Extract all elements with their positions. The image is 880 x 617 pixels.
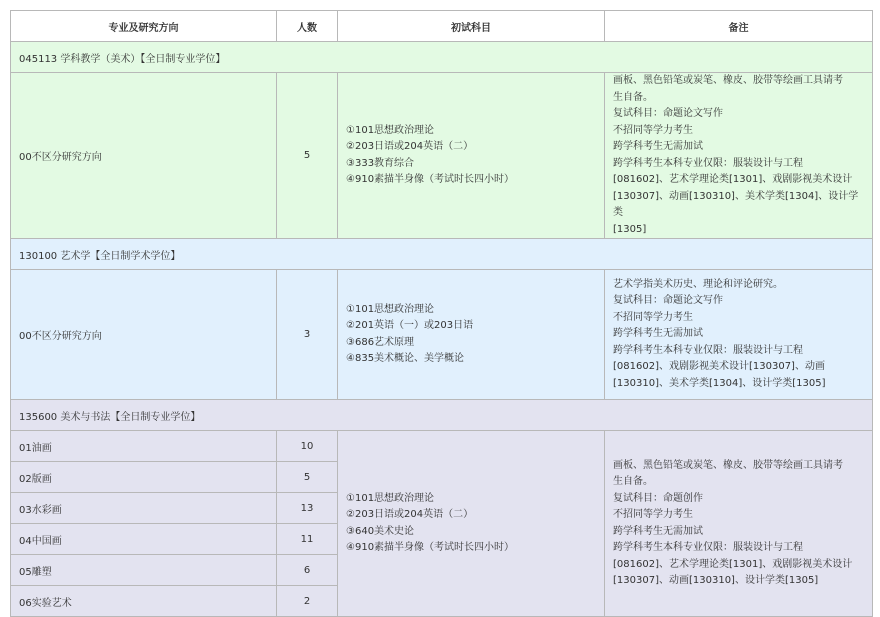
header-major: 专业及研究方向 (11, 11, 277, 42)
note-line: 画板、黑色铅笔或炭笔、橡皮、胶带等绘画工具请考 (613, 75, 843, 86)
section-row (11, 42, 873, 73)
direction-cell: 04中国画 (11, 524, 277, 555)
subject-line: ③640美术史论 (346, 525, 415, 537)
subject-line: ②203日语或204英语（二） (346, 141, 474, 152)
notes-cell (605, 73, 873, 239)
subjects-cell (338, 73, 605, 239)
note-line: 复试科目：命题创作 (613, 492, 703, 504)
subject-line: ③686艺术原理 (346, 336, 415, 348)
subjects-cell (338, 270, 605, 400)
direction-cell: 06实验艺术 (11, 586, 277, 617)
notes-cell (605, 270, 873, 400)
count-cell: 13 (277, 493, 338, 524)
count-cell: 5 (277, 462, 338, 493)
note-line: 跨学科考生无需加试 (613, 328, 703, 340)
count-cell: 10 (277, 431, 338, 462)
subject-line: ④910素描半身像（考试时长四小时） (346, 174, 515, 185)
table-row (11, 73, 873, 239)
notes-cell (605, 431, 873, 617)
table-row (11, 270, 873, 400)
subject-line: ④835美术概论、美学概论 (346, 353, 465, 364)
note-line: 复试科目：命题论文写作 (613, 295, 723, 307)
header-notes: 备注 (605, 11, 873, 42)
note-line: 不招同等学力考生 (613, 124, 693, 136)
count-cell: 2 (277, 586, 338, 617)
note-line: 跨学科考生无需加试 (613, 141, 703, 152)
direction-cell: 00不区分研究方向 (11, 73, 277, 239)
subject-line: ①101思想政治理论 (346, 303, 435, 315)
note-line: [130307]、动画[130310]、设计学类[1305] (613, 575, 819, 586)
direction-cell: 02版画 (11, 462, 277, 493)
note-line: 复试科目：命题论文写作 (613, 108, 723, 119)
section-title: 130100 艺术学【全日制学术学位】 (11, 239, 873, 270)
note-line: 画板、黑色铅笔或炭笔、橡皮、胶带等绘画工具请考 (613, 459, 843, 471)
header-count: 人数 (277, 11, 338, 42)
table-row (11, 431, 873, 462)
subject-line: ③333教育综合 (346, 157, 415, 169)
count-cell: 5 (277, 73, 338, 239)
count-cell: 3 (277, 270, 338, 400)
note-line: 跨学科考生无需加试 (613, 525, 703, 537)
note-line: [081602]、艺术学理论类[1301]、戏剧影视美术设计 (613, 174, 853, 185)
subjects-cell (338, 431, 605, 617)
note-line: 生自备。 (613, 476, 653, 487)
note-line: [130307]、动画[130310]、美术学类[1304]、设计学类 (613, 190, 859, 218)
note-line: [081602]、戏剧影视美术设计[130307]、动画 (613, 361, 825, 373)
note-line: [081602]、艺术学理论类[1301]、戏剧影视美术设计 (613, 558, 853, 570)
subject-line: ④910素描半身像（考试时长四小时） (346, 542, 515, 553)
header-subjects: 初试科目 (338, 11, 605, 42)
note-line: 不招同等学力考生 (613, 311, 693, 323)
subject-line: ②201英语（一）或203日语 (346, 320, 474, 331)
section-title: 045113 学科教学（美术）【全日制专业学位】 (11, 42, 873, 73)
note-line: [130310]、美术学类[1304]、设计学类[1305] (613, 377, 826, 389)
direction-cell: 01油画 (11, 431, 277, 462)
subject-line: ①101思想政治理论 (346, 124, 435, 136)
note-line: 艺术学指美术历史、理论和评论研究。 (613, 278, 783, 290)
admissions-table (10, 10, 873, 617)
direction-cell: 00不区分研究方向 (11, 270, 277, 400)
direction-cell: 03水彩画 (11, 493, 277, 524)
note-line: 不招同等学力考生 (613, 509, 693, 520)
section-title: 135600 美术与书法【全日制专业学位】 (11, 400, 873, 431)
note-line: 跨学科考生本科专业仅限：服装设计与工程 (613, 344, 803, 356)
direction-cell: 05雕塑 (11, 555, 277, 586)
count-cell: 11 (277, 524, 338, 555)
section-row (11, 400, 873, 431)
section-row (11, 239, 873, 270)
note-line: [1305] (613, 223, 647, 235)
subject-line: ①101思想政治理论 (346, 492, 435, 504)
note-line: 跨学科考生本科专业仅限：服装设计与工程 (613, 157, 803, 169)
header-row (11, 11, 873, 42)
subject-line: ②203日语或204英语（二） (346, 509, 474, 520)
note-line: 生自备。 (613, 91, 653, 103)
count-cell: 6 (277, 555, 338, 586)
note-line: 跨学科考生本科专业仅限：服装设计与工程 (613, 542, 803, 553)
